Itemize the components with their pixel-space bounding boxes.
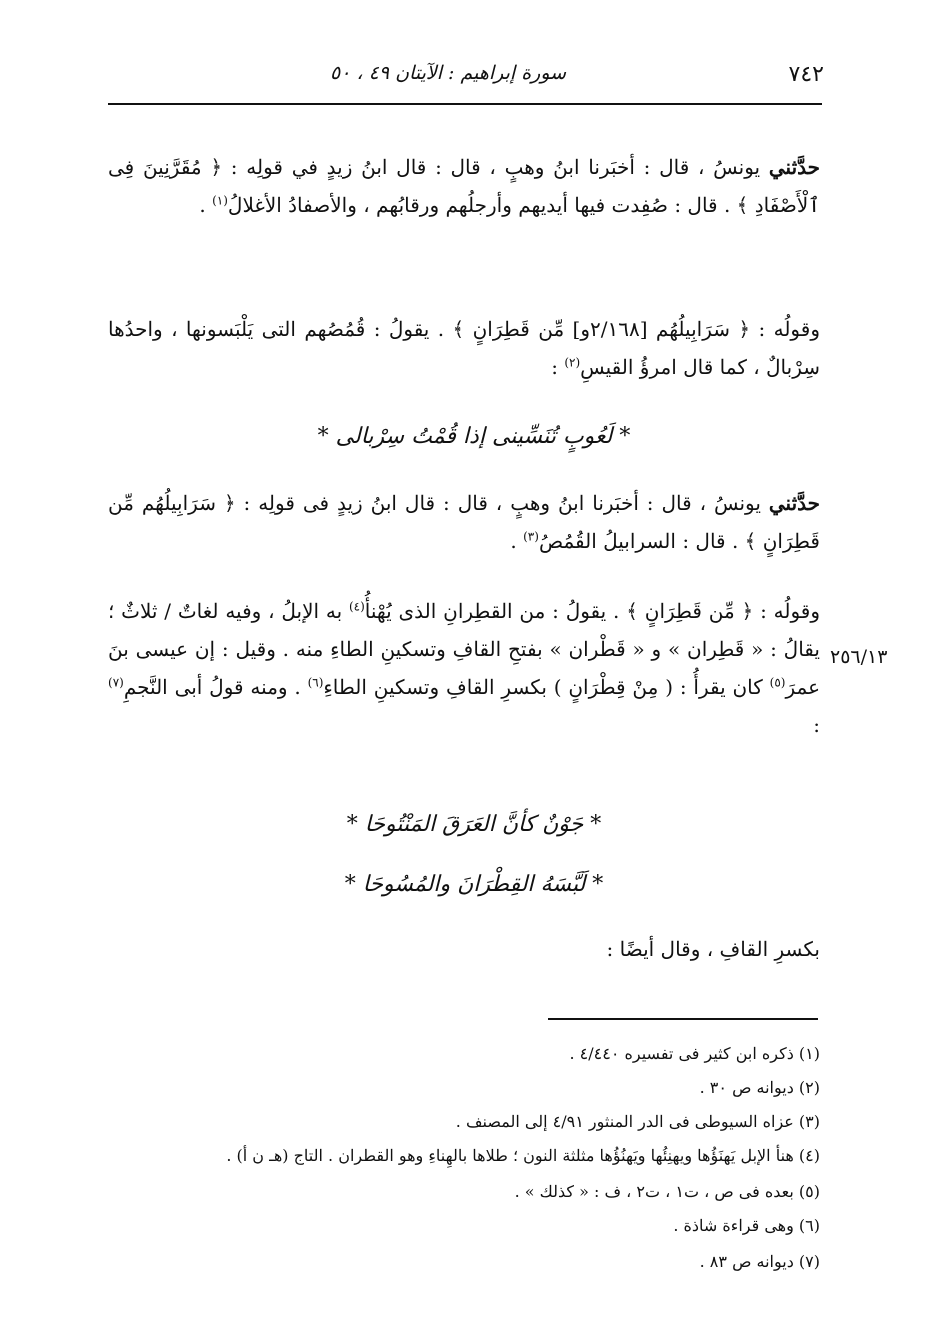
- page-number: ٧٤٢: [788, 62, 824, 87]
- paragraph-1: [108, 148, 820, 224]
- paragraph-text: وقولُه : ﴿ سَرَابِيلُهُم [٢/١٦٨و] مِّن قَطِرَانٍ ﴾ . يقولُ : قُمُصُهم التى يَلْبَسونها ، واحدُها سِرْبالٌ ، كما قال امرؤُ القيسِ: [108, 317, 820, 379]
- paragraph-lead-word: حدَّثني: [768, 491, 821, 515]
- footnote: (٣) عزاه السيوطى فى الدر المنثور ٤/٩١ إلى المصنف .: [455, 1112, 820, 1131]
- footnote: (٥) بعده فى ص ، ت١ ، ت٢ ، ف : « كذلك » .: [514, 1182, 820, 1201]
- verse-line: * لَبَّسَهُ القِطْرَانَ والمُسُوحَا *: [344, 872, 604, 897]
- footnote-marker: (٥): [769, 675, 786, 690]
- paragraph-lead-word: حدَّثني: [768, 155, 821, 179]
- paragraph-end: :: [813, 713, 820, 737]
- paragraph-3: [108, 484, 820, 560]
- paragraph-end: .: [199, 193, 213, 217]
- header-rule: [108, 103, 822, 105]
- paragraph-4: [108, 592, 820, 744]
- footnote-marker: (٢): [564, 355, 581, 370]
- footnote: (٦) وهى قراءة شاذة .: [673, 1216, 820, 1235]
- footnote: (٤) هنأ الإبل يَهنَؤُها ويهنِئُها ويَهنُؤُها مثلثة النون ؛ طلاها بالهِناءِ وهو القطران . التاج (هـ ن أ) .: [226, 1146, 820, 1165]
- verse-line: * لَعُوبٍ تُنَسِّينى إذا قُمْتُ سِرْبالى *: [317, 424, 631, 449]
- paragraph-text: بكسرِ القافِ ، وقال أيضًا :: [606, 937, 820, 961]
- footnote-marker: (١): [212, 193, 228, 208]
- paragraph-2: [108, 310, 820, 386]
- paragraph-end: :: [551, 355, 565, 379]
- footnote-marker: (٣): [523, 529, 539, 544]
- paragraph-text: . ومنه قولُ أبى النَّجمِ: [123, 675, 308, 699]
- running-header-title: سورة إبراهيم : الآيتان ٤٩ ، ٥٠: [330, 62, 567, 84]
- footnote: (٢) ديوانه ص ٣٠ .: [699, 1078, 820, 1097]
- footnote: (٧) ديوانه ص ٨٣ .: [699, 1252, 820, 1271]
- footnote-marker: (٤): [348, 599, 365, 614]
- paragraph-5: [108, 930, 820, 968]
- paragraph-text: يونسُ ، قال : أخبَرنا ابنُ وهبٍ ، قال : قال ابنُ زيدٍ فى قولِه : ﴿ سَرَابِيلُهُم مِّن قَطِرَانٍ ﴾ . قال : السرابيلُ القُمُصُ: [108, 491, 820, 553]
- paragraph-text: وقولُه : ﴿ مِّن قَطِرَانٍ ﴾ . يقولُ : من القطِرانِ الذى يُهْنأُ: [364, 599, 820, 623]
- paragraph-text: كان يقرأُ : ( مِنْ قِطْرَانٍ ) بكسرِ القافِ وتسكينِ الطاءِ: [323, 675, 770, 699]
- margin-reference: ٢٥٦/١٣: [830, 646, 888, 668]
- paragraph-text: يونسُ ، قال : أخبَرنا ابنُ وهبٍ ، قال : قال ابنُ زيدٍ في قولِه : ﴿ مُقَرَّنِينَ فِى ٱلْأَصْفَادِ ﴾ . قال : صُفِدت فيها أيديهم وأرجلُهم ورقابُهم ، والأصفادُ الأغلالُ: [108, 155, 820, 217]
- verse-line: * جَوْنٌ كأنَّ العَرَقَ المَنْتُوحَا *: [346, 812, 602, 837]
- paragraph-end: .: [510, 529, 524, 553]
- paragraph-text: به الإبلُ ، وفيه لغاتٌ / ثلاثٌ ؛ يقالُ : « قَطِران » و « قَطْران » بفتحِ القافِ وتسكينِ الطاءِ منه . وقيل : إن عيسى بنَ عمرَ: [108, 599, 820, 699]
- footnote-rule: [548, 1018, 818, 1020]
- footnote-marker: (٦): [307, 675, 324, 690]
- footnote: (١) ذكره ابن كثير فى تفسيره ٤/٤٤٠ .: [569, 1044, 820, 1063]
- footnote-marker: (٧): [108, 675, 124, 690]
